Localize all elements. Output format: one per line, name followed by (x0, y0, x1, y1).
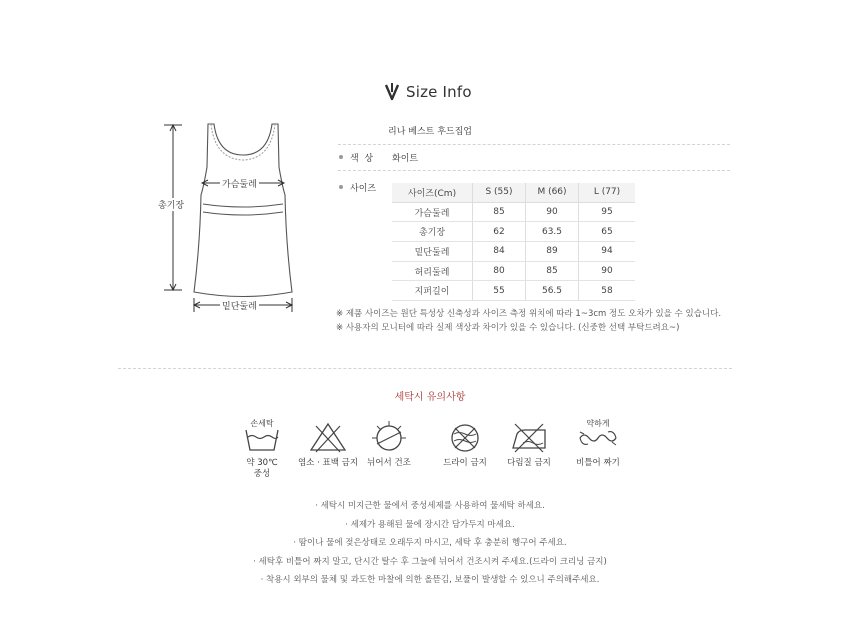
table-row (392, 281, 635, 301)
care-instruction: · 착용시 외부의 물체 및 과도한 마찰에 의한 올뜯김, 보풀이 발생할 수 있으니 주의해주세요. (260, 575, 600, 585)
length-label: 총기장 (156, 198, 186, 211)
size-table-header-row (392, 183, 635, 202)
hem-label: 밑단둘레 (220, 299, 259, 312)
care-instruction: · 땀이나 물에 젖은상태로 오래두지 마시고, 세탁 후 충분히 헹구어 주세요. (293, 538, 567, 548)
gentle-wring-label: 비틀어 짜기 (576, 458, 620, 468)
color-label: 색 상 (350, 154, 374, 164)
care-instruction: · 세탁시 미지근한 물에서 중성세제를 사용하여 물세탁 하세요. (315, 501, 545, 511)
hand-wash-top-text: 손세탁 (250, 419, 274, 428)
table-cell: 62 (473, 222, 526, 242)
table-cell: 85 (526, 261, 579, 281)
care-line-dry (357, 418, 421, 469)
table-cell: 밑단둘레 (392, 242, 473, 262)
care-title: 세탁시 유의사항 (394, 392, 466, 403)
table-cell: 80 (473, 261, 526, 281)
table-row (392, 242, 635, 262)
size-label: 사이즈 (350, 184, 377, 194)
care-hand-wash (230, 418, 294, 480)
line-dry-label: 뉘어서 건조 (367, 458, 411, 468)
divider (338, 144, 730, 145)
table-cell: 63.5 (526, 222, 579, 242)
table-cell: 지퍼길이 (392, 281, 473, 301)
no-dry-clean-label: 드라이 금지 (443, 458, 487, 468)
color-note: ※ 사용자의 모니터에 따라 실제 색상과 차이가 있을 수 있습니다. (신중한 선택 부탁드려요~) (336, 323, 680, 333)
logo-icon (384, 83, 400, 101)
table-cell: 94 (579, 242, 636, 262)
no-bleach-label: 염소 · 표백 금지 (297, 458, 359, 468)
divider (338, 170, 730, 171)
care-instructions-list (0, 497, 860, 590)
size-table-header: L (77) (579, 183, 636, 202)
bullet-dot (339, 155, 343, 159)
size-table (392, 183, 635, 301)
table-cell: 55 (473, 281, 526, 301)
table-cell: 84 (473, 242, 526, 262)
care-instruction: · 세제가 용해된 물에 장시간 담가두지 마세요. (345, 519, 515, 530)
table-row (392, 222, 635, 242)
care-no-dry-clean (433, 418, 497, 469)
size-table-header: M (66) (526, 183, 579, 202)
table-cell: 총기장 (392, 222, 473, 242)
care-no-bleach (296, 418, 360, 469)
table-cell: 90 (579, 261, 636, 281)
care-instruction: · 세탁후 비틀어 짜지 말고, 단시간 탈수 후 그늘에 뉘어서 건조시켜 주세요.(드라이 크리닝 금지) (253, 556, 607, 567)
tank-top-illustration (140, 115, 330, 325)
size-table-header: S (55) (473, 183, 526, 202)
table-row (392, 202, 635, 222)
no-bleach-icon (308, 418, 348, 454)
size-table-header: 사이즈(Cm) (392, 183, 473, 202)
chest-label: 가슴둘레 (220, 177, 259, 190)
product-name: 리나 베스트 후드집업 (388, 127, 472, 137)
table-cell: 89 (526, 242, 579, 262)
section-divider (118, 368, 732, 369)
size-info-heading (384, 80, 472, 104)
no-iron-label: 다림질 금지 (507, 458, 551, 468)
color-value: 화이트 (392, 154, 419, 164)
table-cell: 85 (473, 202, 526, 222)
page-title: Size Info (406, 83, 472, 101)
table-cell: 95 (579, 202, 636, 222)
table-row (392, 261, 635, 281)
gentle-wring-icon (576, 418, 620, 454)
gentle-wring-top-text: 약하게 (586, 419, 610, 428)
size-note: ※ 제품 사이즈는 원단 특성상 신축성과 사이즈 측정 위치에 따라 1~3cm 정도 오차가 있을 수 있습니다. (336, 309, 722, 319)
hand-wash-icon (242, 418, 282, 454)
garment-diagram (140, 115, 330, 325)
table-cell: 허리둘레 (392, 261, 473, 281)
care-gentle-wring (566, 418, 630, 469)
table-cell: 90 (526, 202, 579, 222)
table-cell: 56.5 (526, 281, 579, 301)
table-cell: 가슴둘레 (392, 202, 473, 222)
hand-wash-label: 약 30℃ 중성 (246, 458, 278, 479)
bullet-dot (339, 185, 343, 189)
table-cell: 65 (579, 222, 636, 242)
line-dry-icon (369, 418, 409, 454)
table-cell: 58 (579, 281, 636, 301)
no-iron-icon (509, 418, 549, 454)
care-no-iron (497, 418, 561, 469)
no-dry-clean-icon (445, 418, 485, 454)
